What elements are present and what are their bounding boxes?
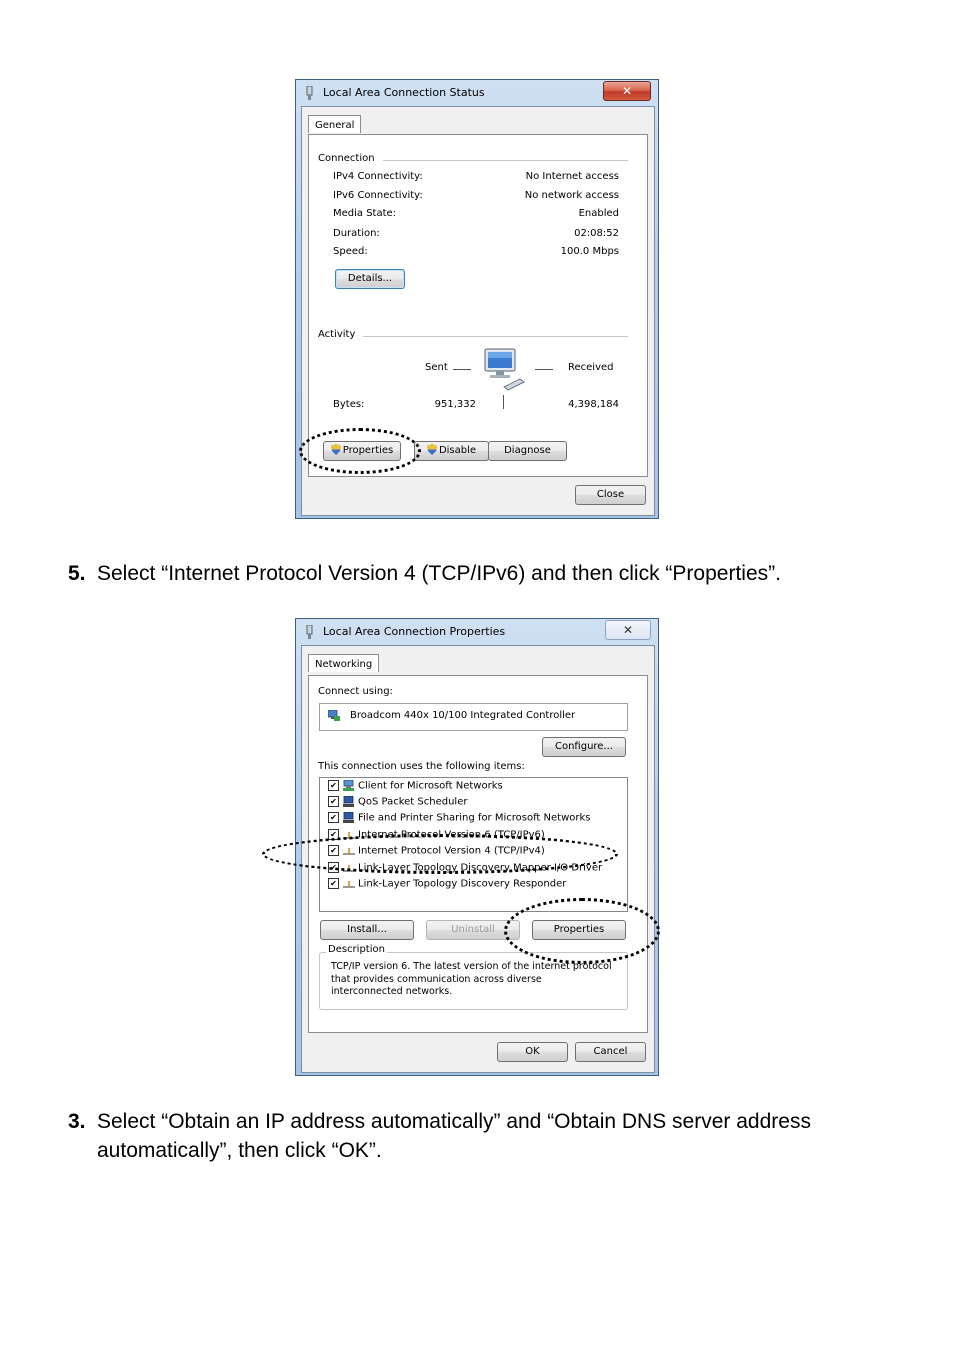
checkbox-lltd-mapper[interactable]: ✔ [328, 862, 339, 873]
ok-button[interactable]: OK [497, 1042, 568, 1062]
checkbox-sharing[interactable]: ✔ [328, 812, 339, 823]
received-label: Received [568, 362, 614, 373]
highlight-circle-list-properties [504, 898, 660, 964]
list-item-sharing[interactable] [328, 812, 591, 828]
general-tab-page [308, 134, 648, 477]
adapter-box [319, 703, 628, 731]
checkbox-ipv4[interactable]: ✔ [328, 845, 339, 856]
list-item-label: Link-Layer Topology Discovery Responder [358, 878, 567, 890]
description-title: Description [328, 944, 385, 955]
shield-icon [427, 444, 437, 455]
sent-line [453, 369, 471, 370]
step-5-number: 5. [68, 562, 86, 585]
list-item-label: Link-Layer Topology Discovery Mapper I/O Driver [358, 862, 603, 874]
list-item-qos[interactable] [328, 796, 467, 812]
diagnose-button[interactable]: Diagnose [488, 441, 567, 461]
media-state-value: Enabled [578, 208, 619, 219]
ipv4-label: IPv4 Connectivity: [333, 171, 423, 182]
tab-networking-label: Networking [315, 659, 373, 670]
disable-button-label: Disable [438, 445, 477, 456]
list-item-label: Internet Protocol Version 6 (TCP/IPv6) [358, 829, 545, 841]
duration-value: 02:08:52 [574, 228, 619, 239]
speed-value: 100.0 Mbps [560, 246, 619, 257]
client-icon [343, 780, 355, 791]
list-item-label: File and Printer Sharing for Microsoft Networks [358, 812, 591, 824]
step-3-number: 3. [68, 1110, 86, 1133]
sent-label: Sent [425, 362, 448, 373]
properties-button-label: Properties [342, 445, 394, 456]
connection-header: Connection [318, 153, 375, 164]
bytes-received-value: 4,398,184 [568, 399, 619, 410]
checkbox-lltd-responder[interactable]: ✔ [328, 878, 339, 889]
duration-label: Duration: [333, 228, 380, 239]
details-button[interactable]: Details... [335, 269, 405, 289]
disable-button[interactable] [414, 441, 489, 461]
list-item-label: QoS Packet Scheduler [358, 796, 468, 808]
highlight-circle-properties [299, 428, 421, 474]
list-item-label: Client for Microsoft Networks [358, 780, 503, 792]
tab-general[interactable] [308, 115, 361, 133]
ipv6-label: IPv6 Connectivity: [333, 190, 423, 201]
step-3-text: Select “Obtain an IP address automatically” and “Obtain DNS server address automatically”, then click “OK”. [97, 1110, 811, 1162]
checkbox-client[interactable]: ✔ [328, 780, 339, 791]
ipv6-value: No network access [524, 190, 619, 201]
bytes-separator [503, 395, 504, 409]
cancel-button[interactable]: Cancel [575, 1042, 646, 1062]
received-line [535, 369, 553, 370]
properties-close-icon[interactable]: ✕ [605, 620, 651, 640]
list-item-client[interactable] [328, 780, 503, 796]
tab-general-label: General [315, 120, 355, 131]
media-state-label: Media State: [333, 208, 397, 219]
ipv4-value: No Internet access [525, 171, 619, 182]
network-adapter-icon [305, 625, 314, 639]
properties-window-title: Local Area Connection Properties [323, 625, 506, 638]
step-5-text: Select “Internet Protocol Version 4 (TCP/IPv6) and then click “Properties”. [97, 562, 781, 585]
activity-header: Activity [318, 329, 356, 340]
status-titlebar[interactable] [296, 80, 658, 106]
status-window-title: Local Area Connection Status [323, 86, 485, 99]
adapter-name: Broadcom 440x 10/100 Integrated Controller [350, 710, 576, 721]
list-item-label: Internet Protocol Version 4 (TCP/IPv4) [358, 845, 545, 857]
bytes-label: Bytes: [333, 399, 365, 410]
connection-divider [383, 160, 628, 161]
uninstall-button[interactable]: Uninstall [426, 920, 520, 940]
sharing-icon [343, 812, 355, 823]
scheduler-icon [343, 796, 355, 807]
step-3 [68, 1107, 888, 1165]
adapter-icon [328, 710, 340, 721]
install-button[interactable]: Install... [320, 920, 414, 940]
step-5 [68, 559, 888, 588]
list-item-lltd-responder[interactable] [328, 878, 566, 894]
list-properties-button[interactable]: Properties [532, 920, 626, 940]
checkbox-qos[interactable]: ✔ [328, 796, 339, 807]
highlight-ellipse-ipv4 [262, 834, 618, 874]
network-computer-icon [482, 347, 526, 391]
tab-networking[interactable] [308, 654, 379, 672]
activity-divider [363, 336, 628, 337]
items-label: This connection uses the following items: [318, 761, 525, 772]
connect-using-label: Connect using: [318, 686, 393, 697]
properties-titlebar[interactable] [296, 619, 658, 645]
speed-label: Speed: [333, 246, 368, 257]
status-close-icon[interactable]: ✕ [603, 81, 651, 101]
close-button[interactable]: Close [575, 485, 646, 505]
protocol-icon [343, 878, 355, 889]
bytes-sent-value: 951,332 [434, 399, 476, 410]
description-text: TCP/IP version 6. The latest version of the internet protocol that provides communication across diverse interconnected networks. [331, 961, 612, 997]
configure-button[interactable]: Configure... [542, 737, 626, 757]
network-adapter-icon [305, 86, 314, 100]
checkbox-ipv6[interactable]: ✔ [328, 829, 339, 840]
